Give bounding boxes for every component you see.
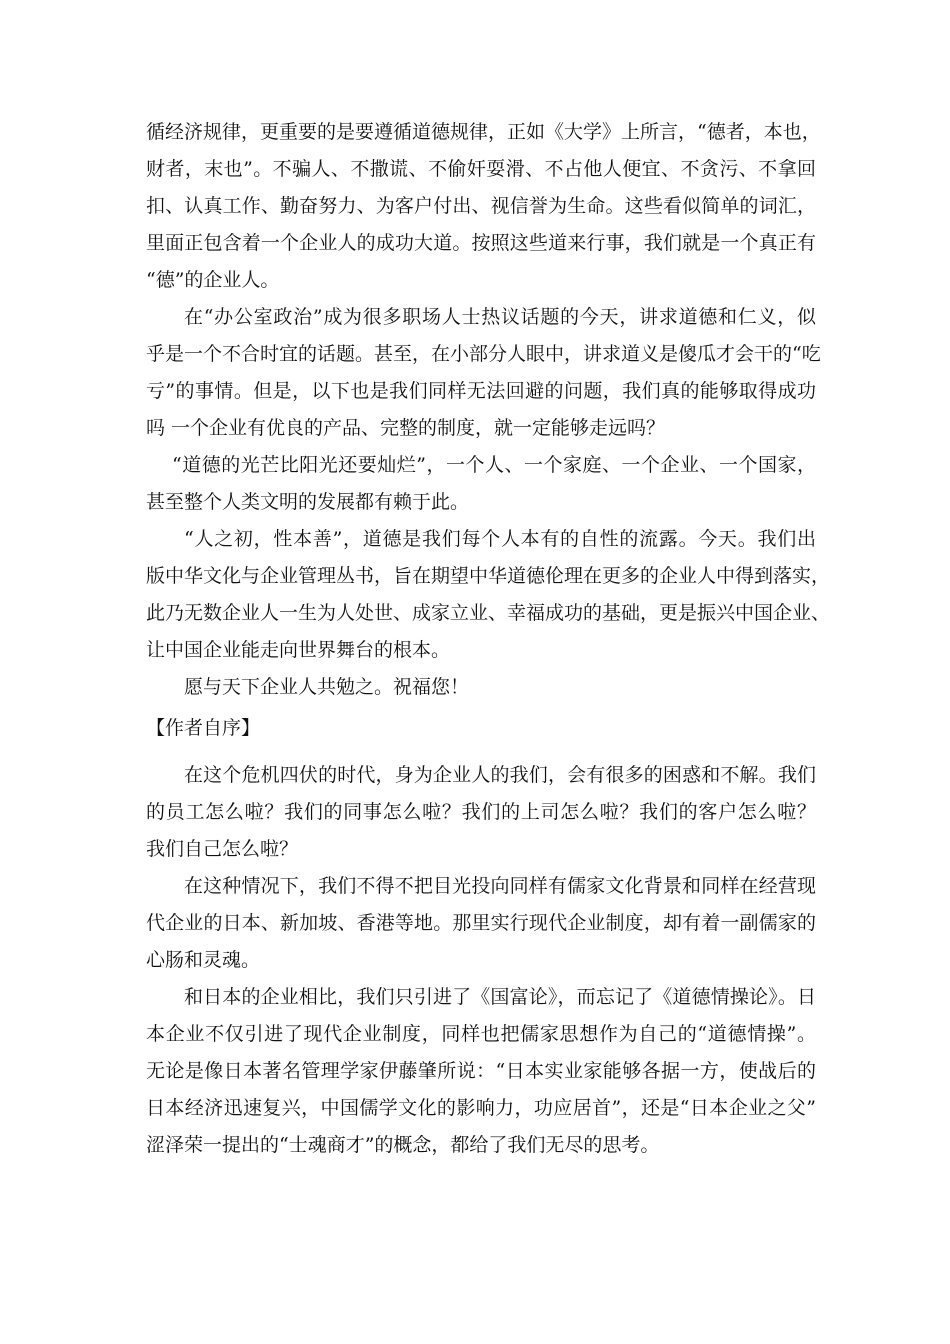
text-line: 本企业不仅引进了现代企业制度，同样也把儒家思想作为自己的“道德情操”。 — [146, 1023, 816, 1045]
text-line: 在这个危机四伏的时代，身为企业人的我们，会有很多的困惑和不解。我们 — [184, 764, 816, 786]
text-line: 里面正包含着一个企业人的成功大道。按照这些道来行事，我们就是一个真正有 — [146, 232, 816, 254]
text-line: 涩泽荣一提出的“士魂商才”的概念，都给了我们无尽的思考。 — [146, 1134, 660, 1156]
paragraph — [146, 868, 816, 979]
text-line: 在这种情况下，我们不得不把目光投向同样有儒家文化背景和同样在经营现 — [184, 875, 816, 897]
text-line: 财者，末也”。不骗人、不撒谎、不偷奸耍滑、不占他人便宜、不贪污、不拿回 — [146, 158, 816, 180]
text-line: 甚至整个人类文明的发展都有赖于此。 — [146, 491, 470, 513]
text-line: 让中国企业能走向世界舞台的根本。 — [146, 639, 451, 661]
text-line: 的员工怎么啦？我们的同事怎么啦？我们的上司怎么啦？我们的客户怎么啦？ — [146, 801, 816, 823]
text-line: 我们自己怎么啦？ — [146, 838, 299, 860]
text-line: 吗 一个企业有优良的产品、完整的制度，就一定能够走远吗？ — [146, 417, 666, 439]
text-line: 和日本的企业相比，我们只引进了《国富论》，而忘记了《道德情操论》。日 — [184, 986, 816, 1008]
body-text — [146, 114, 831, 1164]
text-line: 乎是一个不合时宜的话题。甚至，在小部分人眼中，讲求道义是傻瓜才会干的“吃 — [146, 343, 821, 365]
text-line: 代企业的日本、新加坡、香港等地。那里实行现代企业制度，却有着一副儒家的 — [146, 912, 816, 934]
text-line: 此乃无数企业人一生为人处世、成家立业、幸福成功的基础，更是振兴中国企业、 — [146, 602, 831, 624]
paragraph — [146, 979, 816, 1164]
text-line: 版中华文化与企业管理丛书，旨在期望中华道德伦理在更多的企业人中得到落实， — [146, 565, 831, 587]
paragraph — [146, 521, 831, 669]
text-line: 心肠和灵魂。 — [146, 949, 261, 971]
text-line: 愿与天下企业人共勉之。祝福您！ — [184, 676, 470, 698]
text-line: 循经济规律，更重要的是要遵循道德规律，正如《大学》上所言，“德者，本也， — [146, 121, 821, 143]
text-line: “人之初，性本善”，道德是我们每个人本有的自性的流露。今天。我们出 — [184, 528, 816, 550]
paragraph — [146, 669, 816, 706]
paragraph — [146, 447, 816, 521]
text-line: 扣、认真工作、勤奋努力、为客户付出、视信誉为生命。这些看似简单的词汇， — [146, 195, 816, 217]
text-line: “德”的企业人。 — [146, 269, 280, 291]
text-line: 无论是像日本著名管理学家伊藤肇所说：“日本实业家能够各据一方，使战后的 — [146, 1060, 816, 1082]
text-line: 亏”的事情。但是，以下也是我们同样无法回避的问题，我们真的能够取得成功 — [146, 380, 816, 402]
text-line: 在“办公室政治”成为很多职场人士热议话题的今天，讲求道德和仁义，似 — [184, 306, 816, 328]
text-line: “道德的光芒比阳光还要灿烂”，一个人、一个家庭、一个企业、一个国家， — [172, 454, 816, 476]
paragraph — [146, 114, 821, 299]
paragraph — [146, 299, 821, 447]
section-heading: 【作者自序】 — [146, 717, 261, 739]
paragraph — [146, 757, 816, 868]
text-line: 日本经济迅速复兴，中国儒学文化的影响力，功应居首”，还是“日本企业之父” — [146, 1097, 816, 1119]
